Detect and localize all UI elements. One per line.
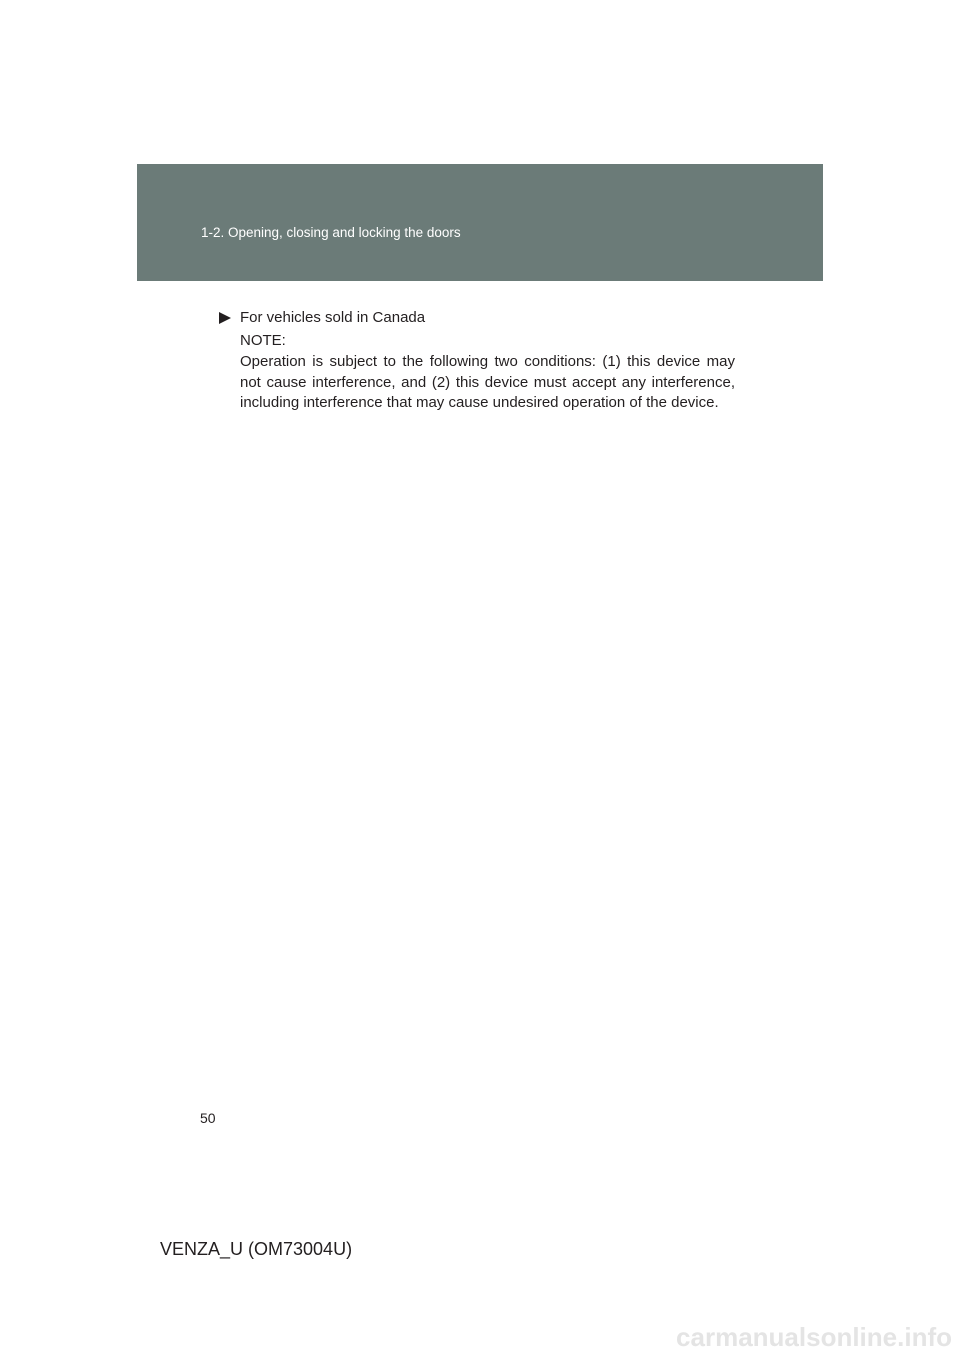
document-code: VENZA_U (OM73004U) (160, 1239, 353, 1259)
bullet-text: For vehicles sold in Canada (240, 309, 426, 326)
note-block (240, 331, 735, 414)
page-number: 50 (200, 1110, 216, 1126)
watermark: carmanualsonline.info (676, 1322, 952, 1352)
section-title: 1-2. Opening, closing and locking the doors (201, 225, 461, 240)
section-header-band (137, 164, 823, 281)
note-label: NOTE: (240, 332, 286, 349)
bullet-item (219, 309, 425, 327)
note-body: Operation is subject to the following two conditions: (1) this device may not cause interference, and (2) this device must accept any interference, including interference that may cause undesired operation of the device. (240, 352, 735, 412)
triangle-right-icon (219, 312, 231, 324)
